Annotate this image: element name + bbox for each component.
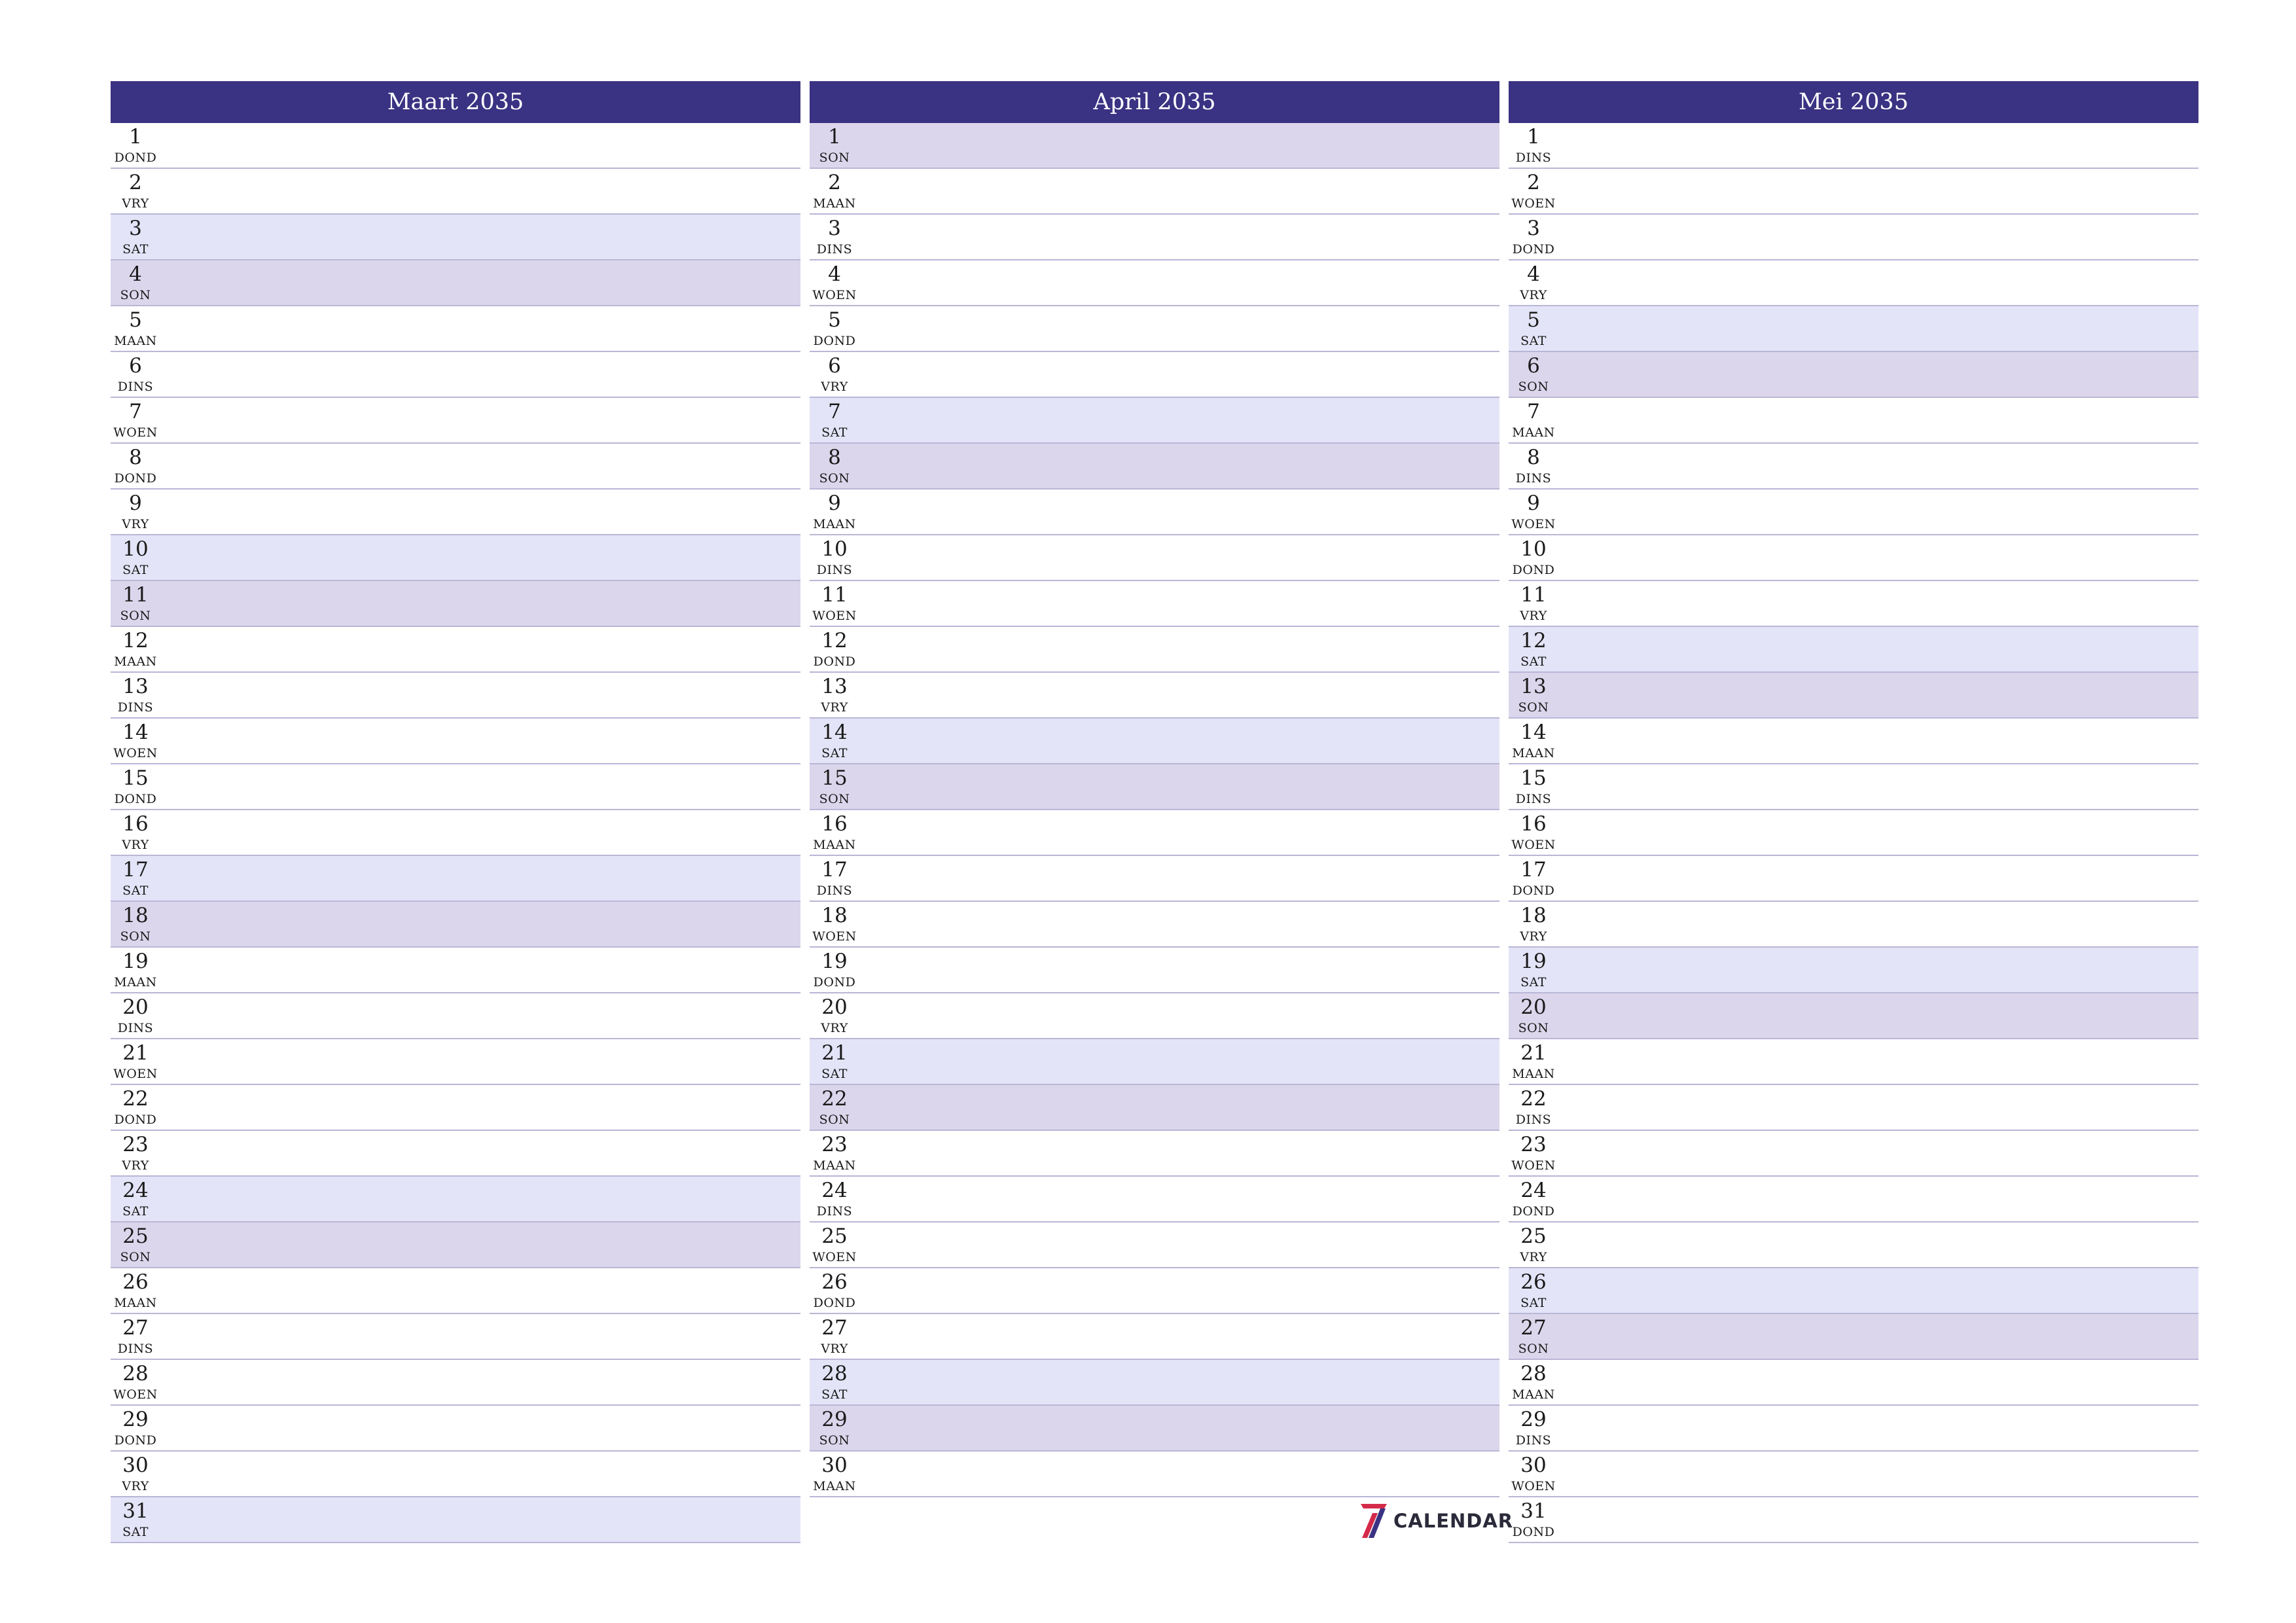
day-number: 12	[821, 629, 848, 652]
weekday-label: MAAN	[114, 975, 157, 990]
weekday-label: SAT	[122, 883, 149, 898]
day-row	[810, 948, 1499, 993]
day-row	[111, 810, 800, 856]
day-list	[1509, 123, 2198, 1543]
day-row	[1509, 398, 2198, 444]
day-row	[111, 169, 800, 215]
day-row	[810, 1360, 1499, 1406]
day-row	[1509, 1131, 2198, 1177]
weekday-label: MAAN	[813, 196, 856, 211]
weekday-label: DINS	[816, 1204, 853, 1219]
weekday-label: SON	[1518, 1342, 1549, 1356]
day-number: 3	[129, 217, 142, 240]
day-row	[1509, 1406, 2198, 1452]
weekday-label: DINS	[1515, 471, 1552, 486]
day-number: 29	[821, 1408, 848, 1431]
day-number: 20	[821, 995, 848, 1019]
day-number: 24	[821, 1179, 848, 1202]
weekday-label: SAT	[122, 1204, 149, 1219]
day-row	[810, 627, 1499, 673]
day-row	[810, 581, 1499, 627]
day-number: 27	[122, 1316, 149, 1340]
day-row	[111, 398, 800, 444]
day-row	[111, 1314, 800, 1360]
day-number: 1	[129, 125, 142, 149]
weekday-label: DINS	[1515, 1113, 1552, 1127]
day-number: 15	[1520, 766, 1547, 790]
day-number: 23	[821, 1133, 848, 1156]
weekday-label: VRY	[122, 196, 149, 211]
weekday-label: DINS	[816, 883, 853, 898]
day-number: 30	[1520, 1454, 1547, 1477]
day-number: 6	[129, 354, 142, 378]
day-number: 29	[122, 1408, 149, 1431]
weekday-label: SON	[1518, 1021, 1549, 1035]
day-list	[810, 123, 1499, 1497]
weekday-label: MAAN	[114, 334, 157, 348]
day-number: 27	[1520, 1316, 1547, 1340]
day-row	[810, 123, 1499, 169]
day-row	[810, 1177, 1499, 1222]
day-number: 14	[821, 721, 848, 744]
weekday-label: DOND	[114, 792, 157, 806]
day-row	[111, 1222, 800, 1268]
day-row	[810, 215, 1499, 260]
day-row	[810, 1039, 1499, 1085]
weekday-label: DOND	[1512, 563, 1555, 577]
day-number: 22	[1520, 1087, 1547, 1111]
day-row	[111, 764, 800, 810]
day-number: 16	[122, 812, 149, 836]
day-number: 28	[1520, 1362, 1547, 1385]
weekday-label: VRY	[1520, 609, 1547, 623]
day-row	[810, 902, 1499, 948]
day-number: 15	[122, 766, 149, 790]
day-number: 15	[821, 766, 848, 790]
day-number: 22	[122, 1087, 149, 1111]
day-row	[1509, 535, 2198, 581]
day-number: 17	[821, 858, 848, 882]
weekday-label: WOEN	[812, 929, 857, 944]
day-row	[1509, 123, 2198, 169]
day-number: 6	[828, 354, 841, 378]
day-row	[111, 948, 800, 993]
weekday-label: WOEN	[1511, 196, 1556, 211]
day-number: 13	[1520, 675, 1547, 698]
day-row	[111, 1497, 800, 1543]
weekday-label: SAT	[122, 242, 149, 257]
day-row	[111, 1039, 800, 1085]
weekday-label: SAT	[821, 1387, 848, 1402]
day-row	[1509, 902, 2198, 948]
day-row	[111, 490, 800, 535]
weekday-label: SAT	[1520, 654, 1547, 669]
day-number: 27	[821, 1316, 848, 1340]
day-row	[810, 535, 1499, 581]
day-number: 18	[122, 904, 149, 927]
day-row	[810, 444, 1499, 490]
day-row	[111, 1268, 800, 1314]
day-number: 16	[821, 812, 848, 836]
day-number: 1	[828, 125, 841, 149]
day-row	[1509, 169, 2198, 215]
day-number: 23	[122, 1133, 149, 1156]
day-number: 4	[828, 262, 841, 286]
weekday-label: VRY	[821, 380, 848, 394]
weekday-label: DOND	[114, 151, 157, 165]
weekday-label: DINS	[1515, 1433, 1552, 1448]
day-row	[810, 1222, 1499, 1268]
day-row	[810, 993, 1499, 1039]
day-number: 17	[1520, 858, 1547, 882]
day-row	[1509, 1314, 2198, 1360]
day-row	[111, 215, 800, 260]
weekday-label: VRY	[122, 1158, 149, 1173]
weekday-label: VRY	[1520, 1250, 1547, 1264]
weekday-label: DOND	[1512, 242, 1555, 257]
day-number: 28	[821, 1362, 848, 1385]
day-number: 16	[1520, 812, 1547, 836]
day-number: 24	[1520, 1179, 1547, 1202]
weekday-label: DOND	[1512, 883, 1555, 898]
weekday-label: SON	[819, 151, 850, 165]
weekday-label: SAT	[122, 1525, 149, 1539]
day-row	[111, 856, 800, 902]
weekday-label: SAT	[1520, 975, 1547, 990]
day-number: 20	[1520, 995, 1547, 1019]
day-number: 13	[821, 675, 848, 698]
day-row	[1509, 856, 2198, 902]
day-row	[1509, 673, 2198, 719]
day-number: 25	[1520, 1224, 1547, 1248]
day-row	[111, 673, 800, 719]
day-number: 19	[122, 950, 149, 973]
weekday-label: WOEN	[113, 746, 158, 760]
day-number: 26	[122, 1270, 149, 1294]
day-row	[810, 352, 1499, 398]
weekday-label: DOND	[1512, 1204, 1555, 1219]
weekday-label: SON	[819, 471, 850, 486]
brand-logo	[1358, 1503, 1513, 1539]
month-column-may	[1509, 81, 2198, 1543]
weekday-label: DINS	[816, 242, 853, 257]
day-number: 25	[122, 1224, 149, 1248]
day-row	[111, 1452, 800, 1497]
weekday-label: SON	[819, 1433, 850, 1448]
weekday-label: VRY	[821, 1021, 848, 1035]
day-row	[111, 1177, 800, 1222]
day-row	[111, 1131, 800, 1177]
weekday-label: VRY	[122, 1479, 149, 1493]
day-row	[1509, 1497, 2198, 1543]
weekday-label: SAT	[821, 425, 848, 440]
day-number: 7	[1527, 400, 1540, 423]
weekday-label: WOEN	[1511, 1158, 1556, 1173]
day-row	[810, 306, 1499, 352]
day-row	[1509, 1039, 2198, 1085]
month-title: Mei 2035	[1509, 81, 2198, 123]
month-column-april	[810, 81, 1499, 1543]
day-number: 31	[1520, 1499, 1547, 1523]
day-row	[810, 169, 1499, 215]
weekday-label: MAAN	[1512, 1067, 1555, 1081]
day-row	[111, 1360, 800, 1406]
day-row	[111, 1406, 800, 1452]
weekday-label: VRY	[821, 700, 848, 715]
day-row	[111, 993, 800, 1039]
day-number: 12	[122, 629, 149, 652]
day-list	[111, 123, 800, 1543]
weekday-label: DINS	[117, 700, 154, 715]
day-row	[1509, 1268, 2198, 1314]
day-number: 5	[828, 308, 841, 332]
day-row	[810, 764, 1499, 810]
day-row	[111, 581, 800, 627]
weekday-label: DINS	[1515, 151, 1552, 165]
day-number: 8	[828, 446, 841, 469]
day-row	[1509, 444, 2198, 490]
weekday-label: SON	[1518, 700, 1549, 715]
day-number: 19	[1520, 950, 1547, 973]
day-number: 2	[828, 171, 841, 194]
day-row	[1509, 1360, 2198, 1406]
day-number: 8	[129, 446, 142, 469]
day-row	[111, 444, 800, 490]
day-row	[1509, 627, 2198, 673]
month-title: Maart 2035	[111, 81, 800, 123]
day-number: 19	[821, 950, 848, 973]
weekday-label: DINS	[117, 1342, 154, 1356]
weekday-label: SAT	[122, 563, 149, 577]
day-row	[1509, 948, 2198, 993]
day-row	[111, 352, 800, 398]
weekday-label: SAT	[1520, 334, 1547, 348]
day-number: 11	[122, 583, 149, 607]
day-number: 8	[1527, 446, 1540, 469]
day-number: 28	[122, 1362, 149, 1385]
day-row	[1509, 581, 2198, 627]
day-number: 3	[828, 217, 841, 240]
day-number: 4	[129, 262, 142, 286]
weekday-label: WOEN	[113, 425, 158, 440]
weekday-label: MAAN	[114, 654, 157, 669]
seven-logo-icon	[1358, 1503, 1388, 1539]
day-row	[810, 1314, 1499, 1360]
day-number: 7	[129, 400, 142, 423]
day-row	[111, 902, 800, 948]
day-number: 22	[821, 1087, 848, 1111]
day-row	[111, 627, 800, 673]
weekday-label: MAAN	[114, 1296, 157, 1310]
weekday-label: DINS	[816, 563, 853, 577]
day-row	[1509, 260, 2198, 306]
day-row	[810, 673, 1499, 719]
day-row	[1509, 1177, 2198, 1222]
weekday-label: DOND	[1512, 1525, 1555, 1539]
day-row	[1509, 993, 2198, 1039]
weekday-label: DINS	[117, 380, 154, 394]
day-number: 7	[828, 400, 841, 423]
day-number: 1	[1527, 125, 1540, 149]
weekday-label: SAT	[1520, 1296, 1547, 1310]
day-number: 6	[1527, 354, 1540, 378]
weekday-label: DOND	[114, 1433, 157, 1448]
weekday-label: MAAN	[813, 1479, 856, 1493]
weekday-label: MAAN	[1512, 1387, 1555, 1402]
weekday-label: DOND	[114, 471, 157, 486]
day-row	[111, 260, 800, 306]
day-number: 2	[129, 171, 142, 194]
day-row	[810, 810, 1499, 856]
day-number: 18	[1520, 904, 1547, 927]
weekday-label: WOEN	[812, 288, 857, 302]
day-row	[1509, 810, 2198, 856]
day-number: 12	[1520, 629, 1547, 652]
day-number: 26	[821, 1270, 848, 1294]
day-row	[810, 1085, 1499, 1131]
day-row	[810, 1268, 1499, 1314]
day-number: 24	[122, 1179, 149, 1202]
weekday-label: MAAN	[1512, 746, 1555, 760]
weekday-label: DINS	[117, 1021, 154, 1035]
day-number: 30	[821, 1454, 848, 1477]
day-row	[111, 306, 800, 352]
day-row	[111, 1085, 800, 1131]
calendar-grid	[111, 81, 2198, 1543]
day-number: 3	[1527, 217, 1540, 240]
day-number: 23	[1520, 1133, 1547, 1156]
weekday-label: DOND	[114, 1113, 157, 1127]
day-number: 11	[821, 583, 848, 607]
day-row	[111, 719, 800, 764]
weekday-label: SON	[120, 609, 151, 623]
day-number: 9	[1527, 491, 1540, 515]
brand-logo-text: CALENDAR	[1393, 1510, 1514, 1532]
day-row	[810, 719, 1499, 764]
day-number: 29	[1520, 1408, 1547, 1431]
day-row	[111, 535, 800, 581]
day-row	[111, 123, 800, 169]
weekday-label: SON	[120, 1250, 151, 1264]
weekday-label: SON	[120, 929, 151, 944]
day-row	[1509, 764, 2198, 810]
day-number: 5	[1527, 308, 1540, 332]
day-number: 14	[122, 721, 149, 744]
day-number: 11	[1520, 583, 1547, 607]
weekday-label: DOND	[813, 975, 856, 990]
day-row	[1509, 352, 2198, 398]
weekday-label: SON	[819, 1113, 850, 1127]
weekday-label: MAAN	[813, 517, 856, 531]
day-row	[1509, 1452, 2198, 1497]
day-number: 4	[1527, 262, 1540, 286]
weekday-label: DOND	[813, 1296, 856, 1310]
day-number: 21	[122, 1041, 149, 1065]
weekday-label: WOEN	[812, 1250, 857, 1264]
day-number: 10	[122, 537, 149, 561]
day-row	[1509, 1222, 2198, 1268]
day-row	[810, 260, 1499, 306]
weekday-label: SAT	[821, 746, 848, 760]
day-row	[810, 1406, 1499, 1452]
day-row	[1509, 490, 2198, 535]
day-number: 25	[821, 1224, 848, 1248]
day-number: 21	[821, 1041, 848, 1065]
day-row	[1509, 1085, 2198, 1131]
day-number: 2	[1527, 171, 1540, 194]
weekday-label: MAAN	[813, 838, 856, 852]
weekday-label: WOEN	[1511, 1479, 1556, 1493]
weekday-label: DINS	[1515, 792, 1552, 806]
day-row	[810, 398, 1499, 444]
month-title: April 2035	[810, 81, 1499, 123]
weekday-label: VRY	[821, 1342, 848, 1356]
day-number: 31	[122, 1499, 149, 1523]
day-row	[810, 856, 1499, 902]
day-number: 30	[122, 1454, 149, 1477]
day-number: 20	[122, 995, 149, 1019]
day-number: 10	[821, 537, 848, 561]
weekday-label: SAT	[821, 1067, 848, 1081]
weekday-label: VRY	[1520, 288, 1547, 302]
day-number: 17	[122, 858, 149, 882]
weekday-label: WOEN	[1511, 517, 1556, 531]
day-number: 21	[1520, 1041, 1547, 1065]
weekday-label: MAAN	[813, 1158, 856, 1173]
weekday-label: WOEN	[1511, 838, 1556, 852]
day-number: 9	[129, 491, 142, 515]
day-number: 5	[129, 308, 142, 332]
weekday-label: SON	[1518, 380, 1549, 394]
day-number: 18	[821, 904, 848, 927]
day-number: 10	[1520, 537, 1547, 561]
weekday-label: DOND	[813, 654, 856, 669]
weekday-label: SON	[120, 288, 151, 302]
weekday-label: VRY	[122, 838, 149, 852]
month-column-march	[111, 81, 800, 1543]
weekday-label: MAAN	[1512, 425, 1555, 440]
weekday-label: VRY	[122, 517, 149, 531]
day-row	[1509, 215, 2198, 260]
day-number: 26	[1520, 1270, 1547, 1294]
day-row	[1509, 306, 2198, 352]
day-row	[810, 1131, 1499, 1177]
weekday-label: DOND	[813, 334, 856, 348]
weekday-label: SON	[819, 792, 850, 806]
weekday-label: VRY	[1520, 929, 1547, 944]
weekday-label: WOEN	[113, 1387, 158, 1402]
day-number: 14	[1520, 721, 1547, 744]
day-number: 13	[122, 675, 149, 698]
weekday-label: WOEN	[113, 1067, 158, 1081]
weekday-label: WOEN	[812, 609, 857, 623]
day-number: 9	[828, 491, 841, 515]
day-row	[810, 1452, 1499, 1497]
day-row	[810, 490, 1499, 535]
day-row	[1509, 719, 2198, 764]
